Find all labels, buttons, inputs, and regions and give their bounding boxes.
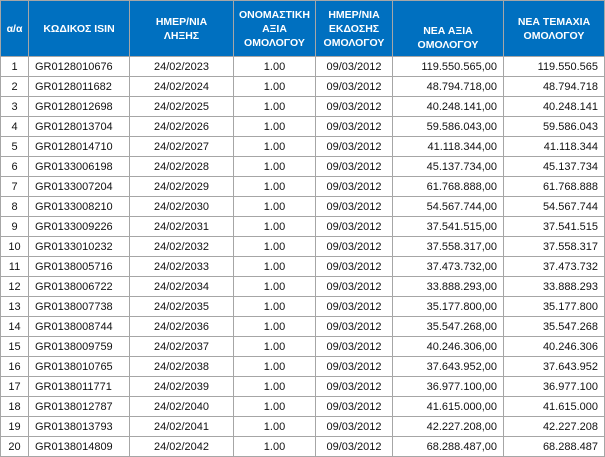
- header-isin[interactable]: ΚΩΔΙΚΟΣ ISIN: [29, 1, 130, 57]
- cell-new-units[interactable]: 37.643.952: [504, 357, 605, 377]
- cell-maturity-date[interactable]: 24/02/2041: [130, 417, 234, 437]
- cell-nominal-value[interactable]: 1.00: [234, 397, 316, 417]
- cell-issue-date[interactable]: 09/03/2012: [316, 337, 393, 357]
- table-row[interactable]: [1, 97, 605, 117]
- cell-aa[interactable]: 4: [1, 117, 29, 137]
- cell-issue-date[interactable]: 09/03/2012: [316, 177, 393, 197]
- cell-nominal-value[interactable]: 1.00: [234, 77, 316, 97]
- cell-nominal-value[interactable]: 1.00: [234, 97, 316, 117]
- cell-maturity-date[interactable]: 24/02/2032: [130, 237, 234, 257]
- header-issue-date[interactable]: ΗΜΕΡ/ΝΙΑ ΕΚΔΟΣΗΣ ΟΜΟΛΟΓΟΥ: [316, 1, 393, 57]
- cell-new-value[interactable]: 42.227.208,00: [393, 417, 504, 437]
- table-row[interactable]: [1, 57, 605, 77]
- cell-new-value[interactable]: 36.977.100,00: [393, 377, 504, 397]
- cell-isin[interactable]: GR0133009226: [29, 217, 130, 237]
- table-row[interactable]: [1, 417, 605, 437]
- header-nominal-value[interactable]: ΟΝΟΜΑΣΤΙΚΗ ΑΞΙΑ ΟΜΟΛΟΓΟΥ: [234, 1, 316, 57]
- cell-new-value[interactable]: 119.550.565,00: [393, 57, 504, 77]
- cell-new-units[interactable]: 68.288.487: [504, 437, 605, 457]
- cell-new-value[interactable]: 35.547.268,00: [393, 317, 504, 337]
- cell-isin[interactable]: GR0128012698: [29, 97, 130, 117]
- cell-new-units[interactable]: 35.547.268: [504, 317, 605, 337]
- cell-issue-date[interactable]: 09/03/2012: [316, 417, 393, 437]
- cell-new-units[interactable]: 36.977.100: [504, 377, 605, 397]
- cell-isin[interactable]: GR0138007738: [29, 297, 130, 317]
- cell-isin[interactable]: GR0138011771: [29, 377, 130, 397]
- cell-aa[interactable]: 3: [1, 97, 29, 117]
- cell-aa[interactable]: 14: [1, 317, 29, 337]
- cell-issue-date[interactable]: 09/03/2012: [316, 157, 393, 177]
- cell-new-value[interactable]: 37.558.317,00: [393, 237, 504, 257]
- cell-maturity-date[interactable]: 24/02/2039: [130, 377, 234, 397]
- cell-isin[interactable]: GR0138012787: [29, 397, 130, 417]
- table-row[interactable]: [1, 217, 605, 237]
- cell-issue-date[interactable]: 09/03/2012: [316, 397, 393, 417]
- cell-isin[interactable]: GR0133006198: [29, 157, 130, 177]
- table-row[interactable]: [1, 297, 605, 317]
- table-row[interactable]: [1, 277, 605, 297]
- cell-issue-date[interactable]: 09/03/2012: [316, 57, 393, 77]
- cell-nominal-value[interactable]: 1.00: [234, 157, 316, 177]
- cell-aa[interactable]: 10: [1, 237, 29, 257]
- cell-nominal-value[interactable]: 1.00: [234, 417, 316, 437]
- cell-new-units[interactable]: 41.118.344: [504, 137, 605, 157]
- cell-aa[interactable]: 13: [1, 297, 29, 317]
- cell-aa[interactable]: 12: [1, 277, 29, 297]
- cell-isin[interactable]: GR0128010676: [29, 57, 130, 77]
- cell-isin[interactable]: GR0128013704: [29, 117, 130, 137]
- cell-maturity-date[interactable]: 24/02/2040: [130, 397, 234, 417]
- cell-nominal-value[interactable]: 1.00: [234, 217, 316, 237]
- cell-new-units[interactable]: 37.473.732: [504, 257, 605, 277]
- header-maturity-date[interactable]: ΗΜΕΡ/ΝΙΑ ΛΗΞΗΣ: [130, 1, 234, 57]
- cell-aa[interactable]: 16: [1, 357, 29, 377]
- cell-nominal-value[interactable]: 1.00: [234, 117, 316, 137]
- cell-aa[interactable]: 18: [1, 397, 29, 417]
- cell-new-value[interactable]: 41.615.000,00: [393, 397, 504, 417]
- cell-aa[interactable]: 11: [1, 257, 29, 277]
- cell-maturity-date[interactable]: 24/02/2023: [130, 57, 234, 77]
- cell-aa[interactable]: 1: [1, 57, 29, 77]
- cell-new-value[interactable]: 59.586.043,00: [393, 117, 504, 137]
- cell-issue-date[interactable]: 09/03/2012: [316, 97, 393, 117]
- cell-maturity-date[interactable]: 24/02/2030: [130, 197, 234, 217]
- cell-issue-date[interactable]: 09/03/2012: [316, 237, 393, 257]
- table-row[interactable]: [1, 257, 605, 277]
- cell-new-units[interactable]: 35.177.800: [504, 297, 605, 317]
- table-body: [1, 57, 605, 457]
- cell-new-value[interactable]: 35.177.800,00: [393, 297, 504, 317]
- cell-nominal-value[interactable]: 1.00: [234, 277, 316, 297]
- cell-isin[interactable]: GR0138014809: [29, 437, 130, 457]
- cell-maturity-date[interactable]: 24/02/2027: [130, 137, 234, 157]
- cell-nominal-value[interactable]: 1.00: [234, 437, 316, 457]
- cell-new-value[interactable]: 68.288.487,00: [393, 437, 504, 457]
- cell-aa[interactable]: 19: [1, 417, 29, 437]
- table-row[interactable]: [1, 77, 605, 97]
- cell-aa[interactable]: 6: [1, 157, 29, 177]
- cell-nominal-value[interactable]: 1.00: [234, 177, 316, 197]
- cell-issue-date[interactable]: 09/03/2012: [316, 377, 393, 397]
- cell-new-units[interactable]: 37.541.515: [504, 217, 605, 237]
- cell-isin[interactable]: GR0138008744: [29, 317, 130, 337]
- cell-new-value[interactable]: 37.473.732,00: [393, 257, 504, 277]
- cell-isin[interactable]: GR0138009759: [29, 337, 130, 357]
- cell-nominal-value[interactable]: 1.00: [234, 137, 316, 157]
- cell-new-value[interactable]: 40.246.306,00: [393, 337, 504, 357]
- table-row[interactable]: [1, 197, 605, 217]
- cell-issue-date[interactable]: 09/03/2012: [316, 297, 393, 317]
- table-row[interactable]: [1, 357, 605, 377]
- cell-maturity-date[interactable]: 24/02/2026: [130, 117, 234, 137]
- table-row[interactable]: [1, 437, 605, 457]
- cell-new-value[interactable]: 41.118.344,00: [393, 137, 504, 157]
- cell-new-units[interactable]: 61.768.888: [504, 177, 605, 197]
- cell-new-value[interactable]: 37.643.952,00: [393, 357, 504, 377]
- cell-issue-date[interactable]: 09/03/2012: [316, 277, 393, 297]
- header-row: [1, 1, 605, 57]
- cell-issue-date[interactable]: 09/03/2012: [316, 217, 393, 237]
- cell-maturity-date[interactable]: 24/02/2028: [130, 157, 234, 177]
- cell-isin[interactable]: GR0138005716: [29, 257, 130, 277]
- cell-maturity-date[interactable]: 24/02/2037: [130, 337, 234, 357]
- cell-new-units[interactable]: 40.248.141: [504, 97, 605, 117]
- cell-new-value[interactable]: 54.567.744,00: [393, 197, 504, 217]
- cell-new-units[interactable]: 40.246.306: [504, 337, 605, 357]
- cell-isin[interactable]: GR0133008210: [29, 197, 130, 217]
- cell-new-value[interactable]: 40.248.141,00: [393, 97, 504, 117]
- cell-issue-date[interactable]: 09/03/2012: [316, 77, 393, 97]
- cell-aa[interactable]: 9: [1, 217, 29, 237]
- cell-isin[interactable]: GR0128011682: [29, 77, 130, 97]
- cell-new-units[interactable]: 37.558.317: [504, 237, 605, 257]
- cell-aa[interactable]: 15: [1, 337, 29, 357]
- cell-new-units[interactable]: 42.227.208: [504, 417, 605, 437]
- table-row[interactable]: [1, 397, 605, 417]
- cell-aa[interactable]: 7: [1, 177, 29, 197]
- table-row[interactable]: [1, 117, 605, 137]
- cell-new-value[interactable]: 45.137.734,00: [393, 157, 504, 177]
- table-row[interactable]: [1, 237, 605, 257]
- cell-issue-date[interactable]: 09/03/2012: [316, 357, 393, 377]
- cell-new-value[interactable]: 33.888.293,00: [393, 277, 504, 297]
- header-new-units[interactable]: ΝΕΑ ΤΕΜΑΧΙΑ ΟΜΟΛΟΓΟΥ: [504, 1, 605, 57]
- cell-issue-date[interactable]: 09/03/2012: [316, 257, 393, 277]
- cell-maturity-date[interactable]: 24/02/2033: [130, 257, 234, 277]
- table-row[interactable]: [1, 337, 605, 357]
- cell-maturity-date[interactable]: 24/02/2029: [130, 177, 234, 197]
- cell-nominal-value[interactable]: 1.00: [234, 237, 316, 257]
- cell-issue-date[interactable]: 09/03/2012: [316, 117, 393, 137]
- cell-nominal-value[interactable]: 1.00: [234, 197, 316, 217]
- cell-new-units[interactable]: 59.586.043: [504, 117, 605, 137]
- cell-aa[interactable]: 5: [1, 137, 29, 157]
- cell-nominal-value[interactable]: 1.00: [234, 357, 316, 377]
- header-aa[interactable]: α/α: [1, 1, 29, 57]
- cell-nominal-value[interactable]: 1.00: [234, 57, 316, 77]
- cell-nominal-value[interactable]: 1.00: [234, 317, 316, 337]
- cell-issue-date[interactable]: 09/03/2012: [316, 437, 393, 457]
- table-row[interactable]: [1, 157, 605, 177]
- table-row[interactable]: [1, 137, 605, 157]
- cell-maturity-date[interactable]: 24/02/2024: [130, 77, 234, 97]
- cell-new-units[interactable]: 41.615.000: [504, 397, 605, 417]
- cell-isin[interactable]: GR0138006722: [29, 277, 130, 297]
- cell-maturity-date[interactable]: 24/02/2035: [130, 297, 234, 317]
- cell-issue-date[interactable]: 09/03/2012: [316, 137, 393, 157]
- header-new-value[interactable]: ΝΕΑ ΑΞΙΑ ΟΜΟΛΟΓΟΥ: [393, 1, 504, 57]
- cell-new-value[interactable]: 48.794.718,00: [393, 77, 504, 97]
- cell-maturity-date[interactable]: 24/02/2036: [130, 317, 234, 337]
- cell-nominal-value[interactable]: 1.00: [234, 337, 316, 357]
- cell-aa[interactable]: 8: [1, 197, 29, 217]
- cell-new-units[interactable]: 119.550.565: [504, 57, 605, 77]
- cell-new-value[interactable]: 61.768.888,00: [393, 177, 504, 197]
- cell-new-units[interactable]: 48.794.718: [504, 77, 605, 97]
- cell-aa[interactable]: 2: [1, 77, 29, 97]
- cell-nominal-value[interactable]: 1.00: [234, 377, 316, 397]
- cell-nominal-value[interactable]: 1.00: [234, 297, 316, 317]
- cell-maturity-date[interactable]: 24/02/2034: [130, 277, 234, 297]
- cell-maturity-date[interactable]: 24/02/2031: [130, 217, 234, 237]
- cell-nominal-value[interactable]: 1.00: [234, 257, 316, 277]
- cell-new-units[interactable]: 54.567.744: [504, 197, 605, 217]
- cell-new-units[interactable]: 45.137.734: [504, 157, 605, 177]
- cell-isin[interactable]: GR0138013793: [29, 417, 130, 437]
- cell-new-units[interactable]: 33.888.293: [504, 277, 605, 297]
- cell-issue-date[interactable]: 09/03/2012: [316, 317, 393, 337]
- cell-aa[interactable]: 20: [1, 437, 29, 457]
- table-row[interactable]: [1, 177, 605, 197]
- cell-maturity-date[interactable]: 24/02/2042: [130, 437, 234, 457]
- cell-isin[interactable]: GR0128014710: [29, 137, 130, 157]
- table-row[interactable]: [1, 377, 605, 397]
- cell-isin[interactable]: GR0133007204: [29, 177, 130, 197]
- cell-maturity-date[interactable]: 24/02/2025: [130, 97, 234, 117]
- cell-issue-date[interactable]: 09/03/2012: [316, 197, 393, 217]
- cell-new-value[interactable]: 37.541.515,00: [393, 217, 504, 237]
- cell-isin[interactable]: GR0138010765: [29, 357, 130, 377]
- table-row[interactable]: [1, 317, 605, 337]
- cell-aa[interactable]: 17: [1, 377, 29, 397]
- cell-maturity-date[interactable]: 24/02/2038: [130, 357, 234, 377]
- cell-isin[interactable]: GR0133010232: [29, 237, 130, 257]
